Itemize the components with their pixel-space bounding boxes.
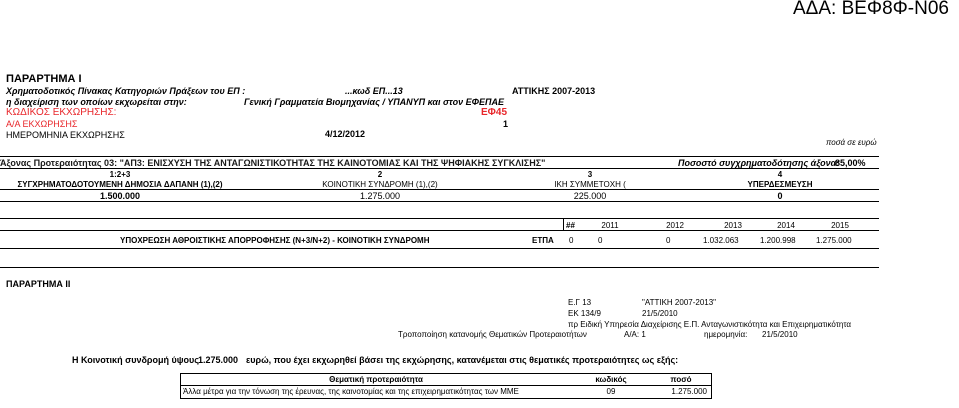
cofin-label: Ποσοστό συγχρηματοδότησης άξονα:: [678, 158, 840, 168]
authority-label: πρ Ειδική Υπηρεσία Διαχείρισης Ε.Π. Ανταγωνιστικότητα και Επιχειρηματικότητα: [568, 320, 852, 329]
obligation-value-3: 0: [666, 236, 671, 245]
col-header-1: ΣΥΓΧΡΗΜΑΤΟΔΟΤΟΥΜΕΝΗ ΔΗΜΟΣΙΑ ΔΑΠΑΝΗ (1),(2): [17, 180, 223, 189]
priority-header-divider: [181, 385, 711, 386]
ada-header: ΑΔΑ: ΒΕΦ8Φ-Ν06: [792, 0, 949, 19]
total-text: ευρώ, που έχει εκχωρηθεί βάσει της εκχώρησης, κατανέμεται στις θεματικές προτεραιότητες ως εξής:: [246, 355, 679, 365]
ek-label: ΕΚ 134/9: [568, 309, 601, 318]
priority-row-theme: Άλλα μέτρα για την τόνωση της έρευνας, της καινοτομίας και της επιχειρηματικότητας των ΜΜΕ: [183, 387, 519, 396]
priority-header-theme: Θεματική προτεραιότητα: [329, 375, 423, 384]
modification-date-value: 21/5/2010: [762, 330, 798, 339]
col-header-4: ΥΠΕΡΔΕΣΜΕΥΣΗ: [747, 180, 813, 189]
obligation-year-2014: 2014: [777, 221, 795, 230]
priority-header-amount: ποσό: [670, 375, 692, 384]
obligation-value-4: 1.032.063: [703, 236, 739, 245]
amounts-note: ποσά σε ευρώ: [826, 138, 877, 147]
obligation-top-border: [0, 218, 879, 219]
obligation-value-6: 1.275.000: [816, 236, 852, 245]
modification-label: Τροποποίηση κατανομής Θεματικών Προτεραιοτήτων: [398, 330, 587, 339]
obligation-hash: ##: [566, 221, 575, 230]
obligation-value-5: 1.200.998: [760, 236, 796, 245]
ep-label: Ε.Γ 13: [568, 298, 592, 307]
annex1-title: ΠΑΡΑΡΤΗΜΑ Ι: [6, 73, 82, 85]
date-value: 4/12/2012: [325, 129, 366, 139]
code-label: ΚΩΔΙΚΟΣ ΕΚΧΩΡΗΣΗΣ:: [6, 107, 117, 118]
row2-label: η διαχείριση των οποίων εκχωρείται στην:: [6, 97, 187, 107]
ek-value: 21/5/2010: [642, 309, 678, 318]
col-value-4: 0: [777, 191, 783, 201]
obligation-fund: ΕΤΠΑ: [532, 236, 554, 245]
obligation-hash-divider: [563, 218, 564, 230]
priority-table: [180, 373, 712, 399]
col-number-4: 4: [777, 170, 783, 179]
col-header-bottom-border: [0, 189, 879, 190]
col-value-1: 1.500.000: [99, 191, 141, 201]
code-value: ΕΦ45: [481, 107, 508, 118]
aa-value: 1: [503, 119, 509, 129]
aa-label: Α/Α ΕΚΧΩΡΗΣΗΣ: [6, 119, 78, 129]
col-header-2: ΚΟΙΝΟΤΙΚΗ ΣΥΝΔΡΟΜΗ (1),(2): [322, 180, 438, 189]
priority-row-amount: 1.275.000: [671, 387, 707, 396]
obligation-bottom-border: [0, 248, 879, 249]
cofin-value: 85,00%: [835, 158, 866, 168]
axis-title: Άξονας Προτεραιότητας 03: "ΑΠ3: ΕΝΙΣΧΥΣΗ ΤΗΣ ΑΝΤΑΓΩΝΙΣΤΙΚΟΤΗΤΑΣ ΤΗΣ ΚΑΙΝΟΤΟΜΙΑΣ ΚΑΙ ΤΗΣ ΨΗΦΙΑΚΗΣ ΣΥΓΚΛΙΣΗΣ": [0, 158, 546, 168]
col-header-3: ΙΚΗ ΣΥΜΜΕΤΟΧΗ (: [554, 180, 626, 189]
obligation-year-2013: 2013: [724, 221, 742, 230]
row1-program: ΑΤΤΙΚΗΣ 2007-2013: [512, 86, 596, 96]
total-value: 1.275.000: [198, 355, 239, 365]
obligation-value-2: 0: [598, 236, 603, 245]
row2-value: Γενική Γραμματεία Βιομηχανίας / ΥΠΑΝΥΠ και στον ΕΦΕΠΑΕ: [244, 97, 504, 107]
axis-title-bottom-border: [0, 168, 879, 169]
ep-value: "ΑΤΤΙΚΗ 2007-2013": [642, 298, 717, 307]
row1-code: ...κωδ ΕΠ...13: [345, 86, 403, 96]
annex2-top-border: [0, 267, 879, 268]
row1-label: Χρηματοδοτικός Πίνακας Κατηγοριών Πράξεων του ΕΠ :: [6, 86, 246, 96]
col-values-bottom-border: [0, 201, 879, 202]
priority-header-code: κωδικός: [595, 375, 627, 384]
col-number-2: 2: [377, 170, 383, 179]
obligation-year-2011: 2011: [601, 221, 619, 230]
total-label: Η Κοινοτική συνδρομή ύψους: [72, 355, 199, 365]
modification-aa: Α/Α: 1: [624, 330, 646, 339]
col-number-1: 1:2+3: [109, 170, 131, 179]
annex2-title: ΠΑΡΑΡΤΗΜΑ ΙΙ: [6, 279, 71, 289]
date-label: ΗΜΕΡΟΜΗΝΙΑ ΕΚΧΩΡΗΣΗΣ: [6, 130, 125, 140]
obligation-year-2012: 2012: [666, 221, 684, 230]
priority-row-code: 09: [606, 387, 616, 396]
modification-date-label: ημερομηνία:: [704, 330, 748, 339]
obligation-value-1: 0: [569, 236, 574, 245]
obligation-label: ΥΠΟΧΡΕΩΣΗ ΑΘΡΟΙΣΤΙΚΗΣ ΑΠΟΡΡΟΦΗΣΗΣ (Ν+3/Ν+2) - ΚΟΙΝΟΤΙΚΗ ΣΥΝΔΡΟΜΗ: [120, 236, 430, 245]
col-value-3: 225.000: [573, 191, 607, 201]
col-number-3: 3: [587, 170, 593, 179]
col-value-2: 1.275.000: [359, 191, 401, 201]
axis-top-border: [0, 156, 879, 157]
obligation-year-2015: 2015: [831, 221, 849, 230]
obligation-years-bottom-border: [0, 230, 879, 231]
